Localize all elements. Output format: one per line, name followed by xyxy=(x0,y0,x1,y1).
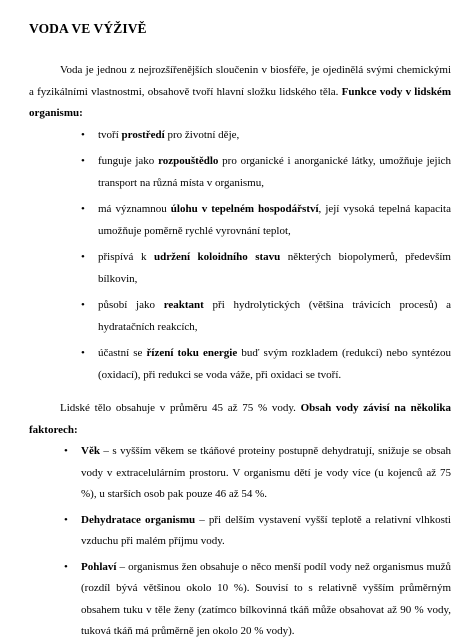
list-item xyxy=(81,247,451,290)
intro-paragraph xyxy=(29,60,451,125)
item-text: funguje jako xyxy=(98,155,159,167)
item-text: , její vysoká tepelná kapacita umožňuje poměrně rychlé vyrovnání teplot, xyxy=(98,203,451,237)
bullet-icon: • xyxy=(81,128,85,141)
item-bold: úlohu v tepelném hospodářství xyxy=(170,203,319,215)
list-item xyxy=(81,343,451,386)
document-title: VODA VE VÝŽIVĚ xyxy=(29,21,147,36)
list-item xyxy=(64,557,451,643)
bullet-icon: • xyxy=(81,155,85,167)
item-bold: reaktant xyxy=(163,299,204,311)
item-bold: udržení koloidního stavu xyxy=(153,251,281,263)
bullet-icon: • xyxy=(64,560,68,573)
bullet-icon: • xyxy=(64,513,68,526)
functions-list xyxy=(81,125,452,387)
content-paragraph xyxy=(29,398,451,441)
item-bold: rozpouštědlo xyxy=(158,155,219,167)
item-text: má významnou xyxy=(98,203,171,215)
bullet-icon: • xyxy=(81,347,85,359)
item-text: tvoří xyxy=(98,128,122,141)
factors-heading: Obsah vody závisí na několika faktorech: xyxy=(29,402,451,436)
item-bold: Věk xyxy=(81,445,100,457)
list-item xyxy=(81,151,452,194)
list-item xyxy=(81,295,451,338)
item-text: pro životní děje, xyxy=(164,128,240,141)
item-text: při hydrolytických (většina trávicích procesů) a hydratačních reakcích, xyxy=(98,299,451,333)
item-text: pro organické i anorganické látky, umožňuje jejich transport na různá místa v organismu, xyxy=(98,155,452,189)
item-bold: Pohlaví xyxy=(81,560,117,573)
item-text: – s vyšším věkem se tkáňové proteiny postupně dehydratují, snižuje se obsah vody v extracelulárním prostoru. V organismu dětí je vody více (u kojenců až 75 %), u starších osob pak pouze 46 až 54 %. xyxy=(81,445,451,500)
list-item xyxy=(81,199,451,242)
item-bold: řízení toku energie xyxy=(146,347,238,359)
functions-heading: Funkce vody v lidském organismu: xyxy=(29,85,451,119)
list-item xyxy=(64,510,451,553)
item-text: působí jako xyxy=(98,299,164,311)
item-text: – při delším vystavení vyšší teplotě a relativní vlhkosti vzduchu při malém příjmu vody. xyxy=(81,513,451,547)
intro-text: Voda je jednou z nejrozšířenějších sloučenin v biosféře, je ojedinělá svými chemickými a fyzikálními vlastnostmi, obsahově tvoří hlavní složku lidského těla. xyxy=(29,64,451,98)
item-text: přispívá k xyxy=(98,251,154,263)
item-text: – organismus žen obsahuje o něco menší podíl vody než organismus mužů (rozdíl bývá většinou okolo 10 %). Souvisí to s relativně vyšším průměrným obsahem tuku v těle ženy (zatímco bílkovinná tkáň může obsahovat až 90 % vody, tuková tkáň má průměrně jen okolo 20 % vody). xyxy=(81,560,451,637)
item-text: některých biopolymerů, především bílkovin, xyxy=(98,251,451,285)
list-item xyxy=(64,441,451,506)
spacer xyxy=(29,391,451,398)
item-bold: Dehydratace organismu xyxy=(81,513,196,526)
list-item xyxy=(81,125,451,147)
bullet-icon: • xyxy=(81,251,85,263)
factors-list xyxy=(64,441,451,643)
content-text: Lidské tělo obsahuje v průměru 45 až 75 % vody. xyxy=(60,402,301,414)
bullet-icon: • xyxy=(81,203,85,215)
item-bold: prostředí xyxy=(121,128,165,141)
item-text: buď svým rozkladem (redukcí) nebo syntézou (oxidací), při redukci se voda váže, při oxidaci se tvoří. xyxy=(98,347,451,381)
bullet-icon: • xyxy=(81,299,85,311)
bullet-icon: • xyxy=(64,445,68,457)
item-text: účastní se xyxy=(98,347,147,359)
